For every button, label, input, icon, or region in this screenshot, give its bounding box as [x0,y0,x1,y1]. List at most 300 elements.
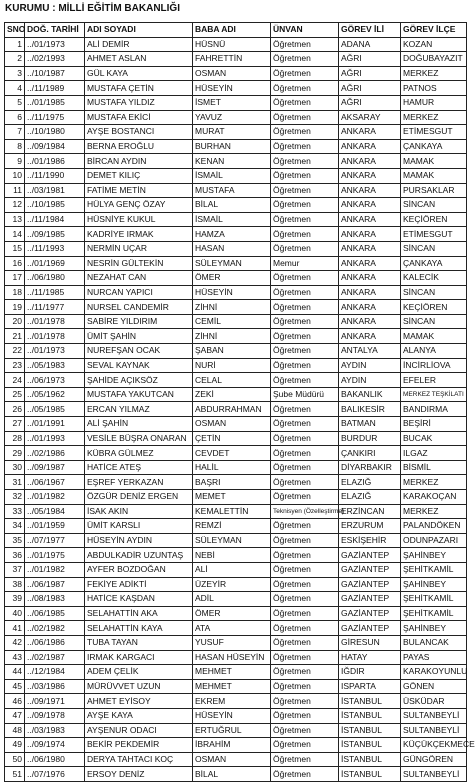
district-cell: ETİMESGUT [401,125,467,140]
birth-date-cell: ../06/1973 [25,373,85,388]
district-cell: ILGAZ [401,446,467,461]
full-name-cell: AYŞE KAYA [85,708,193,723]
province-cell: BALIKESİR [339,402,401,417]
title-cell: Öğretmen [271,402,339,417]
title-cell: Öğretmen [271,198,339,213]
table-row [5,241,467,256]
birth-date-cell: ../10/1985 [25,198,85,213]
district-cell: ŞAHİNBEY [401,577,467,592]
table-row [5,519,467,534]
father-name-cell: SÜLEYMAN [193,256,271,271]
sno-cell: 36 [5,548,25,563]
title-cell: Öğretmen [271,241,339,256]
father-name-cell: ŞABAN [193,344,271,359]
title-cell: Öğretmen [271,95,339,110]
title-cell: Öğretmen [271,650,339,665]
district-cell: BEŞİRİ [401,417,467,432]
father-name-cell: FAHRETTİN [193,52,271,67]
title-cell: Öğretmen [271,694,339,709]
table-row [5,52,467,67]
birth-date-cell: ../09/1978 [25,708,85,723]
birth-date-cell: ../05/1985 [25,402,85,417]
table-row [5,81,467,96]
full-name-cell: BERNA EROĞLU [85,139,193,154]
father-name-cell: HAMZA [193,227,271,242]
table-row [5,460,467,475]
district-cell: PAYAS [401,650,467,665]
father-name-cell: MURAT [193,125,271,140]
full-name-cell: ALİ ŞAHİN [85,417,193,432]
table-row [5,562,467,577]
district-cell: EFELER [401,373,467,388]
full-name-cell: ŞAHİDE AÇIKSÖZ [85,373,193,388]
sno-cell: 46 [5,694,25,709]
father-name-cell: HÜSEYİN [193,708,271,723]
title-cell: Öğretmen [271,271,339,286]
province-cell: ANTALYA [339,344,401,359]
birth-date-cell: ../11/1984 [25,212,85,227]
table-row [5,475,467,490]
father-name-cell: ÇETİN [193,431,271,446]
father-name-cell: HÜSEYİN [193,81,271,96]
title-cell: Öğretmen [271,621,339,636]
full-name-cell: ÜMİT KARSLI [85,519,193,534]
province-cell: IĞDIR [339,665,401,680]
table-row [5,168,467,183]
province-cell: AĞRI [339,52,401,67]
province-cell: GAZİANTEP [339,592,401,607]
province-cell: İSTANBUL [339,708,401,723]
title-cell: Öğretmen [271,110,339,125]
sno-cell: 28 [5,431,25,446]
birth-date-cell: ../01/1973 [25,344,85,359]
father-name-cell: REMZİ [193,519,271,534]
birth-date-cell: ../06/1967 [25,475,85,490]
birth-date-cell: ../06/1985 [25,606,85,621]
district-cell: SİNCAN [401,198,467,213]
province-cell: AKSARAY [339,110,401,125]
father-name-cell: MUSTAFA [193,183,271,198]
title-cell: Öğretmen [271,519,339,534]
father-name-cell: ZİHNİ [193,300,271,315]
full-name-cell: AYŞENUR ODACI [85,723,193,738]
full-name-cell: TUBA TAYAN [85,635,193,650]
sno-cell: 48 [5,723,25,738]
sno-cell: 32 [5,490,25,505]
table-row [5,490,467,505]
table-row [5,154,467,169]
sno-cell: 15 [5,241,25,256]
birth-date-cell: ../12/1984 [25,665,85,680]
sno-cell: 42 [5,635,25,650]
district-cell: ŞEHİTKAMİL [401,606,467,621]
province-cell: ANKARA [339,227,401,242]
province-cell: ANKARA [339,241,401,256]
father-name-cell: İBRAHİM [193,738,271,753]
birth-date-cell: ../11/1977 [25,300,85,315]
district-cell: KEÇİÖREN [401,212,467,227]
table-row [5,504,467,519]
full-name-cell: HÜSEYİN AYDIN [85,533,193,548]
table-row [5,212,467,227]
district-cell: MERKEZ [401,66,467,81]
father-name-cell: HASAN [193,241,271,256]
full-name-cell: KADRİYE IRMAK [85,227,193,242]
district-cell: KOZAN [401,37,467,52]
table-row [5,358,467,373]
sno-cell: 27 [5,417,25,432]
full-name-cell: AYŞE BOSTANCI [85,125,193,140]
full-name-cell: BİRCAN AYDIN [85,154,193,169]
province-cell: İSTANBUL [339,694,401,709]
district-cell: MAMAK [401,168,467,183]
institution-title: KURUMU : MİLLİ EĞİTİM BAKANLIĞI [5,3,180,14]
full-name-cell: MUSTAFA YAKUTCAN [85,387,193,402]
title-cell: Öğretmen [271,125,339,140]
district-cell: ŞAHİNBEY [401,548,467,563]
full-name-cell: AHMET EYİSOY [85,694,193,709]
district-cell: MERKEZ TEŞKİLATI [401,387,467,402]
table-row [5,110,467,125]
table-row [5,95,467,110]
column-header-province: GÖREV İLİ [339,23,401,38]
title-cell: Öğretmen [271,606,339,621]
district-cell: ŞEHİTKAMİL [401,562,467,577]
table-row [5,300,467,315]
district-cell: BULANCAK [401,635,467,650]
full-name-cell: GÜL KAYA [85,66,193,81]
title-cell: Öğretmen [271,533,339,548]
district-cell: KALECİK [401,271,467,286]
province-cell: AYDIN [339,373,401,388]
table-row [5,606,467,621]
province-cell: GİRESUN [339,635,401,650]
table-row [5,66,467,81]
province-cell: ANKARA [339,139,401,154]
province-cell: ISPARTA [339,679,401,694]
birth-date-cell: ../07/1977 [25,533,85,548]
father-name-cell: ABDURRAHMAN [193,402,271,417]
birth-date-cell: ../02/1986 [25,446,85,461]
sno-cell: 13 [5,212,25,227]
birth-date-cell: ../01/1975 [25,548,85,563]
father-name-cell: ATA [193,621,271,636]
sno-cell: 31 [5,475,25,490]
birth-date-cell: ../03/1983 [25,723,85,738]
sno-cell: 2 [5,52,25,67]
full-name-cell: HÜSNİYE KUKUL [85,212,193,227]
table-row [5,592,467,607]
province-cell: İSTANBUL [339,752,401,767]
birth-date-cell: ../01/1969 [25,256,85,271]
father-name-cell: MEHMET [193,679,271,694]
birth-date-cell: ../01/1978 [25,329,85,344]
title-cell: Öğretmen [271,66,339,81]
table-row [5,665,467,680]
sno-cell: 20 [5,314,25,329]
father-name-cell: MEHMET [193,665,271,680]
full-name-cell: NEZAHAT CAN [85,271,193,286]
title-cell: Öğretmen [271,738,339,753]
column-header-district: GÖREV İLÇE [401,23,467,38]
full-name-cell: DERYA TAHTACI KOÇ [85,752,193,767]
birth-date-cell: ../07/1976 [25,767,85,782]
district-cell: İNCİRLİOVA [401,358,467,373]
title-cell: Öğretmen [271,767,339,782]
table-row [5,767,467,782]
table-row [5,256,467,271]
title-cell: Öğretmen [271,665,339,680]
district-cell: ODUNPAZARI [401,533,467,548]
province-cell: ELAZIĞ [339,490,401,505]
table-row [5,548,467,563]
district-cell: MAMAK [401,329,467,344]
province-cell: GAZİANTEP [339,577,401,592]
district-cell: KARAKOÇAN [401,490,467,505]
birth-date-cell: ../01/1959 [25,519,85,534]
father-name-cell: İSMET [193,95,271,110]
full-name-cell: İSAK AKIN [85,504,193,519]
birth-date-cell: ../01/1982 [25,562,85,577]
district-cell: SULTANBEYLİ [401,767,467,782]
province-cell: ANKARA [339,168,401,183]
table-row [5,417,467,432]
title-cell: Öğretmen [271,708,339,723]
birth-date-cell: ../09/1971 [25,694,85,709]
birth-date-cell: ../06/1986 [25,635,85,650]
table-row [5,329,467,344]
father-name-cell: İSMAİL [193,212,271,227]
father-name-cell: ADİL [193,592,271,607]
birth-date-cell: ../03/1981 [25,183,85,198]
district-cell: ŞAHİNBEY [401,621,467,636]
sno-cell: 47 [5,708,25,723]
birth-date-cell: ../11/1989 [25,81,85,96]
sno-cell: 9 [5,154,25,169]
column-header-full-name: ADI SOYADI [85,23,193,38]
birth-date-cell: ../02/1982 [25,621,85,636]
birth-date-cell: ../06/1980 [25,271,85,286]
birth-date-cell: ../03/1986 [25,679,85,694]
full-name-cell: EŞREF YERKAZAN [85,475,193,490]
district-cell: DOĞUBAYAZIT [401,52,467,67]
province-cell: ANKARA [339,300,401,315]
sno-cell: 33 [5,504,25,519]
table-row [5,285,467,300]
table-row [5,446,467,461]
province-cell: ANKARA [339,154,401,169]
district-cell: KEÇİÖREN [401,300,467,315]
district-cell: BUCAK [401,431,467,446]
title-cell: Öğretmen [271,460,339,475]
full-name-cell: IRMAK KARGACI [85,650,193,665]
table-row [5,431,467,446]
sno-cell: 14 [5,227,25,242]
title-cell: Öğretmen [271,37,339,52]
birth-date-cell: ../05/1983 [25,358,85,373]
province-cell: ESKİŞEHİR [339,533,401,548]
father-name-cell: NURİ [193,358,271,373]
birth-date-cell: ../08/1983 [25,592,85,607]
birth-date-cell: ../10/1987 [25,66,85,81]
father-name-cell: EKREM [193,694,271,709]
province-cell: ANKARA [339,329,401,344]
province-cell: ANKARA [339,285,401,300]
birth-date-cell: ../02/1993 [25,52,85,67]
title-cell: Öğretmen [271,358,339,373]
full-name-cell: KÜBRA GÜLMEZ [85,446,193,461]
title-cell: Öğretmen [271,183,339,198]
district-cell: ŞEHİTKAMİL [401,592,467,607]
sno-cell: 50 [5,752,25,767]
sno-cell: 38 [5,577,25,592]
full-name-cell: SELAHATTİN KAYA [85,621,193,636]
birth-date-cell: ../01/1978 [25,314,85,329]
table-row [5,738,467,753]
father-name-cell: MEMET [193,490,271,505]
father-name-cell: NEBİ [193,548,271,563]
province-cell: İSTANBUL [339,767,401,782]
district-cell: GÜNGÖREN [401,752,467,767]
birth-date-cell: ../09/1984 [25,139,85,154]
sno-cell: 10 [5,168,25,183]
province-cell: DİYARBAKIR [339,460,401,475]
province-cell: ANKARA [339,212,401,227]
birth-date-cell: ../01/1986 [25,154,85,169]
district-cell: ÇANKAYA [401,256,467,271]
title-cell: Öğretmen [271,139,339,154]
sno-cell: 8 [5,139,25,154]
sno-cell: 6 [5,110,25,125]
father-name-cell: ZEKİ [193,387,271,402]
province-cell: BURDUR [339,431,401,446]
father-name-cell: OSMAN [193,66,271,81]
table-row [5,139,467,154]
full-name-cell: VESİLE BÜŞRA ONARAN [85,431,193,446]
province-cell: AĞRI [339,66,401,81]
father-name-cell: OSMAN [193,752,271,767]
title-cell: Öğretmen [271,314,339,329]
full-name-cell: MÜRÜVVET UZUN [85,679,193,694]
title-cell: Öğretmen [271,431,339,446]
father-name-cell: CELAL [193,373,271,388]
district-cell: PATNOS [401,81,467,96]
district-cell: ETİMESGUT [401,227,467,242]
title-cell: Öğretmen [271,300,339,315]
title-cell: Öğretmen [271,52,339,67]
sno-cell: 23 [5,358,25,373]
sno-cell: 39 [5,592,25,607]
father-name-cell: İSMAİL [193,168,271,183]
district-cell: SULTANBEYLİ [401,708,467,723]
full-name-cell: DEMET KILIÇ [85,168,193,183]
father-name-cell: SÜLEYMAN [193,533,271,548]
father-name-cell: YAVUZ [193,110,271,125]
province-cell: ANKARA [339,256,401,271]
table-row [5,752,467,767]
birth-date-cell: ../11/1985 [25,285,85,300]
table-row [5,344,467,359]
sno-cell: 41 [5,621,25,636]
birth-date-cell: ../01/1985 [25,95,85,110]
title-cell: Öğretmen [271,285,339,300]
sno-cell: 45 [5,679,25,694]
title-cell: Öğretmen [271,723,339,738]
table-row [5,314,467,329]
father-name-cell: BİLAL [193,198,271,213]
province-cell: GAZİANTEP [339,562,401,577]
father-name-cell: ÖMER [193,271,271,286]
title-cell: Öğretmen [271,592,339,607]
sno-cell: 34 [5,519,25,534]
full-name-cell: NURSEL CANDEMİR [85,300,193,315]
sno-cell: 37 [5,562,25,577]
full-name-cell: ABDULKADİR UZUNTAŞ [85,548,193,563]
father-name-cell: CEVDET [193,446,271,461]
province-cell: GAZİANTEP [339,548,401,563]
title-cell: Öğretmen [271,548,339,563]
sno-cell: 22 [5,344,25,359]
district-cell: ÜSKÜDAR [401,694,467,709]
birth-date-cell: ../01/1982 [25,490,85,505]
full-name-cell: SELAHATTİN AKA [85,606,193,621]
title-cell: Öğretmen [271,329,339,344]
birth-date-cell: ../11/1993 [25,241,85,256]
title-cell: Öğretmen [271,577,339,592]
province-cell: ADANA [339,37,401,52]
title-cell: Öğretmen [271,446,339,461]
full-name-cell: FATİME METİN [85,183,193,198]
birth-date-cell: ../01/1991 [25,417,85,432]
sno-cell: 49 [5,738,25,753]
birth-date-cell: ../09/1985 [25,227,85,242]
father-name-cell: HÜSEYİN [193,285,271,300]
table-row [5,387,467,402]
column-header-sno: SNO [5,23,25,38]
table-row [5,621,467,636]
full-name-cell: SABİRE YILDIRIM [85,314,193,329]
province-cell: HATAY [339,650,401,665]
full-name-cell: ALİ DEMİR [85,37,193,52]
province-cell: AYDIN [339,358,401,373]
full-name-cell: HATİCE KAŞDAN [85,592,193,607]
sno-cell: 24 [5,373,25,388]
sno-cell: 18 [5,285,25,300]
sno-cell: 43 [5,650,25,665]
full-name-cell: NERMİN UÇAR [85,241,193,256]
district-cell: ÇANKAYA [401,139,467,154]
sno-cell: 17 [5,271,25,286]
sno-cell: 5 [5,95,25,110]
province-cell: ELAZIĞ [339,475,401,490]
table-row [5,723,467,738]
table-row [5,650,467,665]
district-cell: PURSAKLAR [401,183,467,198]
table-row [5,533,467,548]
father-name-cell: BURHAN [193,139,271,154]
sno-cell: 35 [5,533,25,548]
full-name-cell: MUSTAFA YILDIZ [85,95,193,110]
district-cell: MERKEZ [401,475,467,490]
birth-date-cell: ../11/1975 [25,110,85,125]
title-cell: Öğretmen [271,679,339,694]
province-cell: İSTANBUL [339,738,401,753]
father-name-cell: YUSUF [193,635,271,650]
province-cell: ANKARA [339,314,401,329]
table-row [5,577,467,592]
province-cell: İSTANBUL [339,723,401,738]
district-cell: MAMAK [401,154,467,169]
